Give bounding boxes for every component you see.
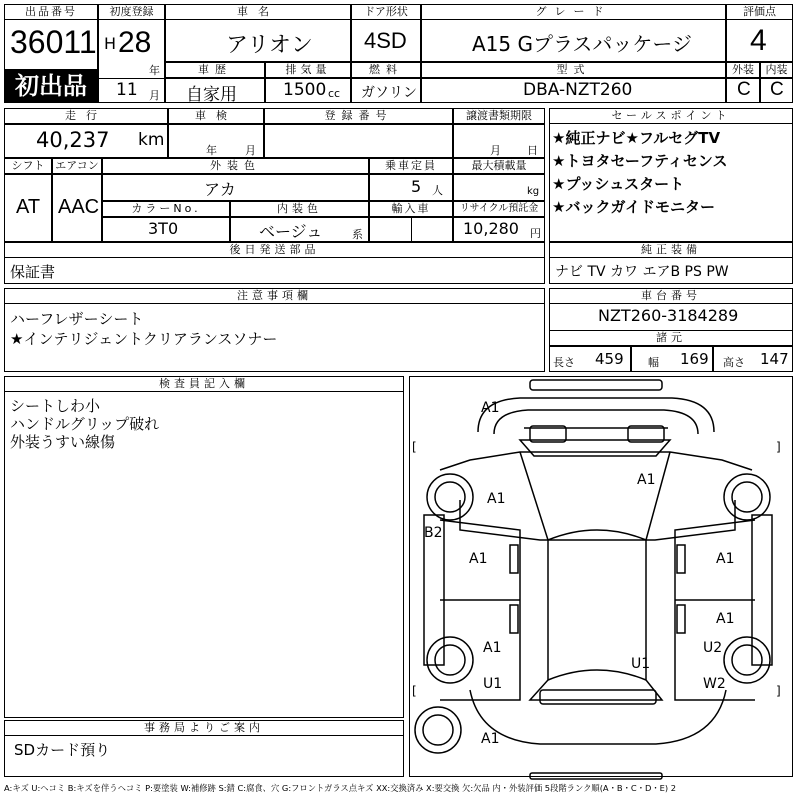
sales-point: ★バックガイドモニター: [552, 198, 715, 216]
inspector-line: 外装うすい線傷: [10, 433, 116, 451]
year: 28: [118, 26, 152, 59]
first-reg-label: 初度登録: [98, 4, 165, 20]
interior-label: 内装: [760, 62, 793, 78]
interior: C: [770, 79, 784, 100]
ext-color-label: 外装色: [102, 158, 369, 174]
mark-left-front-door: A1: [469, 551, 488, 567]
mileage-label: 走行: [4, 108, 168, 124]
recycle: 10,280: [463, 219, 519, 238]
displacement-unit: cc: [328, 87, 341, 100]
sales-point: ★純正ナビ★フルセグTV: [552, 129, 721, 147]
sales-point: ★トヨタセーフティセンス: [552, 152, 728, 170]
model: DBA-NZT260: [523, 80, 633, 100]
capacity: 5: [411, 177, 422, 196]
color-no-label: カラーNo.: [102, 201, 230, 217]
model-label: 型式: [421, 62, 726, 78]
bracket-left-front: [: [412, 440, 417, 454]
transfer-day: 日: [527, 144, 538, 157]
month-unit: 月: [149, 89, 160, 102]
int-color-unit: 系: [352, 228, 363, 241]
score-label: 評価点: [726, 4, 793, 20]
shift-label: シフト: [4, 158, 52, 174]
notes-label: 注意事項欄: [4, 288, 545, 304]
office-label: 事務局よりご案内: [4, 720, 404, 736]
int-color: ベージュ: [259, 222, 323, 241]
transfer-label: 譲渡書類期限: [453, 108, 545, 124]
int-color-label: 内装色: [230, 201, 369, 217]
sales-points-label: セールスポイント: [549, 108, 793, 124]
later-parts-value: 保証書: [10, 263, 56, 281]
mileage-unit: km: [138, 130, 165, 150]
inspection-month-unit: 月: [245, 144, 256, 157]
door: 4SD: [364, 28, 407, 53]
equipment-label: 純正装備: [549, 242, 793, 258]
mark-rear-bumper: A1: [481, 731, 500, 747]
era: H: [104, 34, 117, 53]
fuel: ガソリン: [361, 85, 417, 101]
inspector-line: ハンドルグリップ破れ: [10, 415, 160, 433]
capacity-label: 乗車定員: [369, 158, 453, 174]
height-value: 147: [760, 350, 789, 368]
car-name-label: 車名: [165, 4, 351, 20]
capacity-unit: 人: [432, 184, 443, 197]
month: 11: [116, 80, 138, 100]
office-value: SDカード預り: [14, 741, 111, 759]
inspection-year-unit: 年: [206, 144, 217, 157]
recycle-label: リサイクル預託金: [453, 201, 545, 217]
lot-number: 36011: [10, 24, 97, 60]
first-listing-badge: 初出品: [4, 70, 98, 103]
door-label: ドア形状: [351, 4, 421, 20]
chassis-label: 車台番号: [549, 288, 793, 304]
mark-right-front-door: A1: [716, 551, 735, 567]
mark-left-rear-wheel: U1: [483, 676, 503, 692]
ac-label: エアコン: [52, 158, 102, 174]
width-label: 幅: [648, 356, 659, 369]
inspector-label: 検査員記入欄: [4, 376, 404, 392]
history: 自家用: [186, 85, 237, 105]
import-label: 輸入車: [369, 201, 453, 217]
chassis-value: NZT260-3184289: [598, 306, 739, 325]
spec-label: 諸元: [549, 330, 793, 346]
inspector-line: シートしわ小: [10, 397, 101, 415]
mark-front-bumper: A1: [481, 400, 500, 416]
mark-left-front-fender: A1: [487, 491, 506, 507]
legend: A:キズ U:ヘコミ B:キズを伴うヘコミ P:要塗装 W:補修跡 S:錆 C:腐食、穴 G:フロントガラス点キズ XX:交換済み X:要交換 欠:欠品 内・外装評価 5段階ランク順(A・B・C・D・E) 2: [4, 783, 677, 793]
mark-trunk: U1: [631, 656, 651, 672]
reg-no-label: 登録番号: [264, 108, 453, 124]
height-label: 高さ: [723, 356, 745, 369]
fuel-label: 燃料: [351, 62, 421, 78]
sales-point: ★プッシュスタート: [552, 175, 685, 193]
mark-right-rear-wheel: W2: [703, 676, 726, 692]
mark-left-rear-fender: A1: [483, 640, 502, 656]
year-unit: 年: [149, 64, 160, 77]
mark-right-rear-fender: U2: [703, 640, 723, 656]
ext-color: アカ: [204, 180, 236, 199]
grade: A15 Gプラスパッケージ: [472, 32, 692, 56]
color-no: 3T0: [148, 219, 179, 238]
bracket-right-front: ]: [776, 440, 781, 454]
max-load-label: 最大積載量: [453, 158, 545, 174]
bracket-right-rear: ]: [776, 684, 781, 698]
transfer-month: 月: [490, 144, 501, 157]
displacement: 1500: [283, 80, 327, 100]
equipment-value: ナビ TV カワ エアB PS PW: [555, 264, 729, 280]
length-value: 459: [595, 350, 624, 368]
length-label: 長さ: [553, 356, 575, 369]
lot-number-label: 出品番号: [4, 4, 98, 20]
exterior-label: 外装: [726, 62, 760, 78]
notes-line: ★インテリジェントクリアランスソナー: [10, 330, 278, 348]
exterior: C: [737, 79, 751, 100]
displacement-label: 排気量: [265, 62, 351, 78]
shift: AT: [16, 196, 41, 218]
grade-label: グレード: [421, 4, 726, 20]
ac: AAC: [58, 196, 100, 218]
recycle-unit: 円: [530, 227, 541, 240]
car-name: アリオン: [226, 33, 313, 58]
inspection-label: 車検: [168, 108, 264, 124]
mileage: 40,237: [36, 128, 110, 152]
bracket-left-rear: [: [412, 684, 417, 698]
max-load-unit: kg: [527, 186, 540, 197]
later-parts-label: 後日発送部品: [4, 242, 545, 258]
mark-left-a-pillar: B2: [424, 525, 443, 541]
mark-right-rear-door: A1: [716, 611, 735, 627]
history-label: 車歴: [165, 62, 265, 78]
notes-line: ハーフレザーシート: [10, 310, 144, 328]
score: 4: [750, 24, 767, 57]
width-value: 169: [680, 350, 709, 368]
mark-hood: A1: [637, 472, 656, 488]
